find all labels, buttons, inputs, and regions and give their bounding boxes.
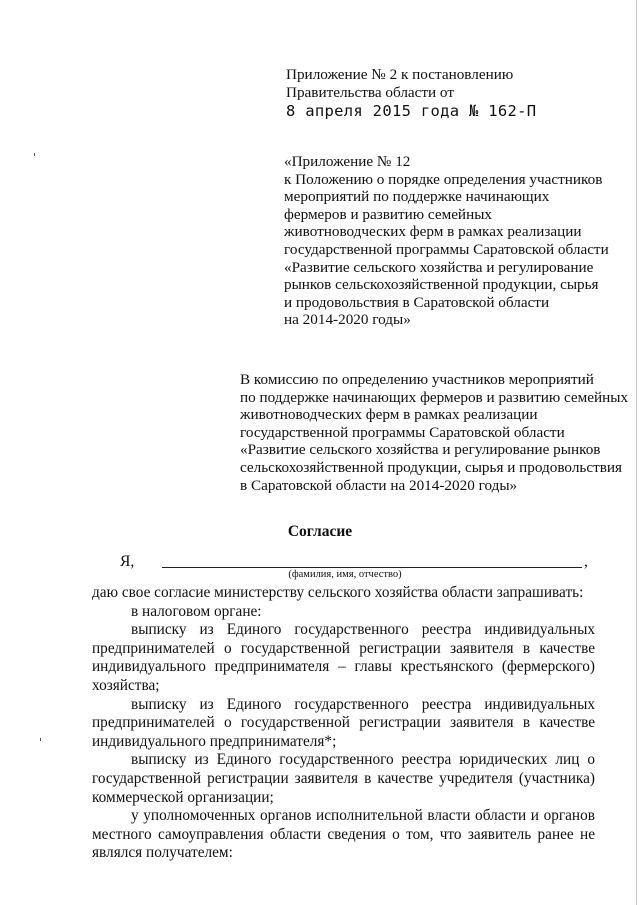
appendix-12-line: мероприятий по поддержке начинающих [284,188,550,206]
addressee-line: в Саратовской области на 2014-2020 годы» [240,476,518,494]
scan-speck [40,738,41,741]
addressee-line: животноводческих ферм в рамках реализации [240,406,538,424]
appendix-12-line: к Положению о порядке определения участников [284,170,603,188]
body-paragraph: в налоговом органе: [131,602,262,620]
addressee-line: сельскохозяйственной продукции, сырья и продовольствия [240,458,622,476]
appendix-12-line: рынков сельскохозяйственной продукции, сырья [284,276,599,294]
body-paragraph: выписку из Единого государственного реестра юридических лиц о государственной регистрации заявителя в качестве учредителя (участника) коммерческой организации; [92,751,595,806]
consent-comma: , [584,553,588,570]
addressee-line: по поддержке начинающих фермеров и развитию семейных [240,388,629,406]
document-title: Согласие [287,523,353,540]
appendix-header-line-1: Приложение № 2 к постановлению [286,66,514,83]
full-name-hint: (фамилия, имя, отчество) [288,569,402,580]
appendix-12-line: «Приложение № 12 [284,153,411,170]
body-paragraph: даю свое согласие министерству сельского хозяйства области запрашивать: [92,584,584,601]
appendix-12-line: животноводческих ферм в рамках реализации [284,223,582,241]
body-paragraph: у уполномоченных органов исполнительной власти области и органов местного самоуправления области сведения о том, что заявитель ранее не являлся получателем: [92,807,595,862]
appendix-12-line: на 2014-2020 годы» [284,311,411,329]
appendix-12-line: фермеров и развитию семейных [284,205,492,223]
appendix-header-line-2: Правительства области от [286,83,454,101]
addressee-line: «Развитие сельского хозяйства и регулирование рынков [240,441,601,459]
appendix-header-date-number: 8 апреля 2015 года № 162-П [286,102,537,121]
appendix-12-line: «Развитие сельского хозяйства и регулирование [284,258,594,276]
consent-body [92,584,595,863]
scan-speck [34,153,35,156]
consent-pronoun: Я, [120,553,135,570]
scan-edge [636,0,637,905]
addressee-line: государственной программы Саратовской области [240,423,565,441]
body-paragraph: выписку из Единого государственного реестра индивидуальных предпринимателей о государственной регистрации заявителя в качестве индивидуального предпринимателя*; [92,695,595,750]
appendix-header [286,66,536,121]
appendix-12-line: государственной программы Саратовской области [284,240,609,258]
full-name-blank-field[interactable] [162,567,582,568]
appendix-12-reference [284,153,609,329]
addressee-line: В комиссию по определению участников мероприятий [240,371,594,388]
appendix-12-line: и продовольствия в Саратовской области [284,293,550,311]
body-paragraph: выписку из Единого государственного реестра индивидуальных предпринимателей о государственной регистрации заявителя в качестве индивидуального предпринимателя – главы крестьянского (фермерского) хозяйства; [92,621,595,694]
addressee-commission [240,371,628,494]
